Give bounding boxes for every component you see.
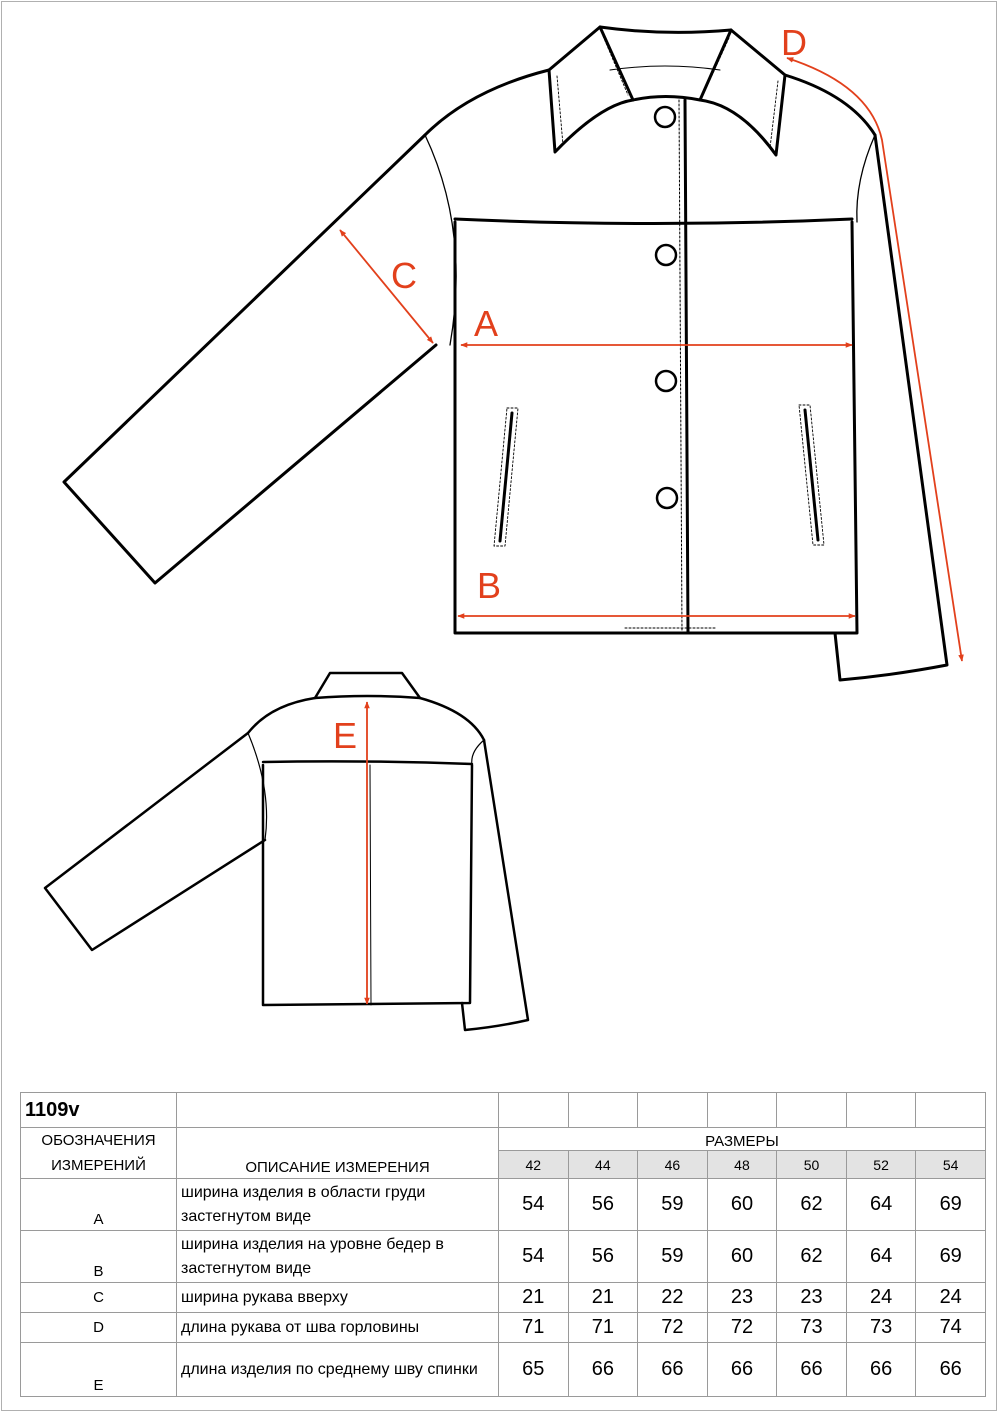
measurement-description: ширина изделия на уровне бедер в застегнутом виде <box>177 1231 499 1283</box>
measurement-value: 69 <box>916 1231 986 1283</box>
measurement-description: длина рукава от шва горловины <box>177 1313 499 1343</box>
measurement-value: 64 <box>846 1231 916 1283</box>
back-left-shoulder <box>248 698 315 733</box>
model-number: 1109v <box>21 1093 177 1128</box>
back-right-shoulder <box>420 698 484 740</box>
button-3 <box>656 371 676 391</box>
measurement-value: 60 <box>707 1179 777 1231</box>
label-e: E <box>333 715 358 756</box>
table-row <box>21 1343 986 1397</box>
front-left-shoulder <box>425 70 549 135</box>
back-left-sleeve <box>45 733 265 950</box>
measurement-code: D <box>21 1313 177 1343</box>
measurement-value: 59 <box>638 1231 708 1283</box>
measure-line-c <box>340 230 433 343</box>
label-c: C <box>391 255 417 296</box>
front-placket <box>685 100 688 633</box>
sizes-header: РАЗМЕРЫ <box>499 1128 986 1151</box>
left-welt-pocket <box>500 413 512 541</box>
front-right-armhole <box>857 135 875 222</box>
measure-line-d <box>787 58 962 661</box>
button-1 <box>655 107 675 127</box>
label-b: B <box>477 565 502 606</box>
table-row <box>21 1179 986 1231</box>
measurement-value: 24 <box>916 1283 986 1313</box>
measurement-description: ширина рукава вверху <box>177 1283 499 1313</box>
measurement-value: 66 <box>916 1343 986 1397</box>
measurement-value: 54 <box>499 1231 569 1283</box>
table-title-row <box>21 1093 986 1128</box>
measurement-value: 71 <box>568 1313 638 1343</box>
front-body-outline <box>455 222 857 633</box>
size-table <box>20 1092 986 1397</box>
size-header-cell: 42 <box>499 1151 569 1179</box>
measurement-code: E <box>21 1343 177 1397</box>
measurement-value: 21 <box>568 1283 638 1313</box>
measurement-value: 23 <box>777 1283 847 1313</box>
front-right-sleeve <box>835 135 947 680</box>
measurement-code: B <box>21 1231 177 1283</box>
measurement-value: 62 <box>777 1231 847 1283</box>
measurement-description: длина изделия по среднему шву спинки <box>177 1343 499 1397</box>
back-collar <box>315 673 420 698</box>
size-header-cell: 50 <box>777 1151 847 1179</box>
description-column-header: ОПИСАНИЕ ИЗМЕРЕНИЯ <box>177 1128 499 1179</box>
measurement-value: 73 <box>777 1313 847 1343</box>
measurement-lines <box>340 58 962 1004</box>
table-row <box>21 1231 986 1283</box>
front-placket-stitch <box>679 100 682 633</box>
front-yoke-seam <box>455 219 852 224</box>
size-header-cell: 46 <box>638 1151 708 1179</box>
right-welt-pocket <box>805 410 818 540</box>
front-left-sleeve <box>64 135 436 583</box>
measurement-value: 74 <box>916 1313 986 1343</box>
size-header-cell: 54 <box>916 1151 986 1179</box>
measurement-value: 72 <box>707 1313 777 1343</box>
measurement-value: 65 <box>499 1343 569 1397</box>
back-center-seam <box>370 765 371 1005</box>
measurement-description: ширина изделия в области груди застегнутом виде <box>177 1179 499 1231</box>
measurement-value: 71 <box>499 1313 569 1343</box>
jacket-front-view <box>64 27 947 680</box>
front-right-shoulder <box>785 75 875 135</box>
measurement-value: 64 <box>846 1179 916 1231</box>
button-2 <box>656 245 676 265</box>
measurement-value: 66 <box>638 1343 708 1397</box>
measurement-value: 56 <box>568 1179 638 1231</box>
measurement-code: C <box>21 1283 177 1313</box>
measurement-code: A <box>21 1179 177 1231</box>
measurement-value: 59 <box>638 1179 708 1231</box>
measurement-value: 21 <box>499 1283 569 1313</box>
size-header-cell: 48 <box>707 1151 777 1179</box>
measurement-value: 66 <box>777 1343 847 1397</box>
collar-stand <box>600 27 731 100</box>
table-header-row <box>21 1128 986 1151</box>
measurement-value: 22 <box>638 1283 708 1313</box>
code-column-header: ОБОЗНАЧЕНИЯ ИЗМЕРЕНИЙ <box>21 1128 177 1179</box>
table-row <box>21 1283 986 1313</box>
front-collar-right <box>700 30 785 155</box>
size-header-cell: 52 <box>846 1151 916 1179</box>
back-right-armhole <box>472 740 484 765</box>
measurement-value: 73 <box>846 1313 916 1343</box>
measurement-value: 54 <box>499 1179 569 1231</box>
measurement-value: 69 <box>916 1179 986 1231</box>
measurement-rows <box>21 1179 986 1397</box>
front-left-armhole <box>425 135 456 345</box>
measurement-value: 62 <box>777 1179 847 1231</box>
measurement-value: 24 <box>846 1283 916 1313</box>
measurement-value: 66 <box>846 1343 916 1397</box>
measurement-value: 56 <box>568 1231 638 1283</box>
measurement-value: 66 <box>707 1343 777 1397</box>
button-4 <box>657 488 677 508</box>
size-header-cell: 44 <box>568 1151 638 1179</box>
jacket-back-view <box>45 673 528 1030</box>
measurement-value: 60 <box>707 1231 777 1283</box>
measurement-value: 66 <box>568 1343 638 1397</box>
label-a: A <box>474 303 499 344</box>
measurement-value: 23 <box>707 1283 777 1313</box>
label-d: D <box>781 22 807 63</box>
measurement-value: 72 <box>638 1313 708 1343</box>
collar-stand-inner <box>610 66 720 70</box>
table-row <box>21 1313 986 1343</box>
collar-stitch <box>557 36 778 148</box>
